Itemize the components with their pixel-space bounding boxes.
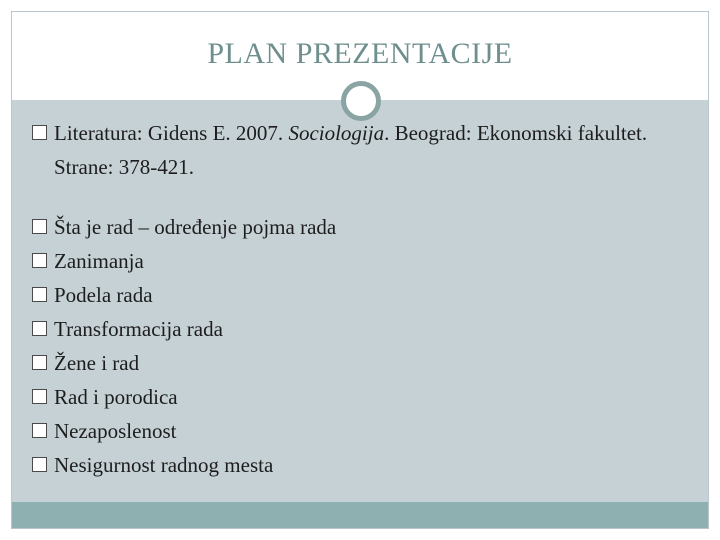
list-item-label: Šta je rad – određenje pojma rada <box>54 215 337 239</box>
list-item <box>32 278 692 312</box>
bullet-list <box>32 116 692 482</box>
list-item-label: Podela rada <box>54 283 153 307</box>
list-item <box>32 380 692 414</box>
list-item-label: Nesigurnost radnog mesta <box>54 453 274 477</box>
checkbox-square-icon <box>32 253 47 268</box>
list-item <box>32 210 692 244</box>
list-item-label: Nezaposlenost <box>54 419 177 443</box>
list-item <box>32 414 692 448</box>
list-item <box>32 244 692 278</box>
reference-item <box>32 116 692 184</box>
slide <box>11 11 709 529</box>
list-item-label: Rad i porodica <box>54 385 178 409</box>
reference-text-rest: . Beograd: Ekonomski fakultet. Strane: 378-421. <box>54 121 648 179</box>
checkbox-square-icon <box>32 389 47 404</box>
bottom-band <box>12 502 708 528</box>
checkbox-square-icon <box>32 423 47 438</box>
reference-book-title: Sociologija <box>288 121 385 145</box>
checkbox-square-icon <box>32 219 47 234</box>
list-item-label: Žene i rad <box>54 351 140 375</box>
list-item-label: Transformacija rada <box>54 317 223 341</box>
checkbox-square-icon <box>32 321 47 336</box>
checkbox-square-icon <box>32 457 47 472</box>
decorative-circle-icon <box>341 81 381 121</box>
list-item <box>32 448 692 482</box>
list-item <box>32 346 692 380</box>
checkbox-square-icon <box>32 287 47 302</box>
slide-title: PLAN PREZENTACIJE <box>207 37 513 70</box>
list-item-label: Zanimanja <box>54 249 144 273</box>
checkbox-square-icon <box>32 125 47 140</box>
list-item <box>32 312 692 346</box>
reference-text: Literatura: Gidens E. 2007. <box>54 121 284 145</box>
checkbox-square-icon <box>32 355 47 370</box>
